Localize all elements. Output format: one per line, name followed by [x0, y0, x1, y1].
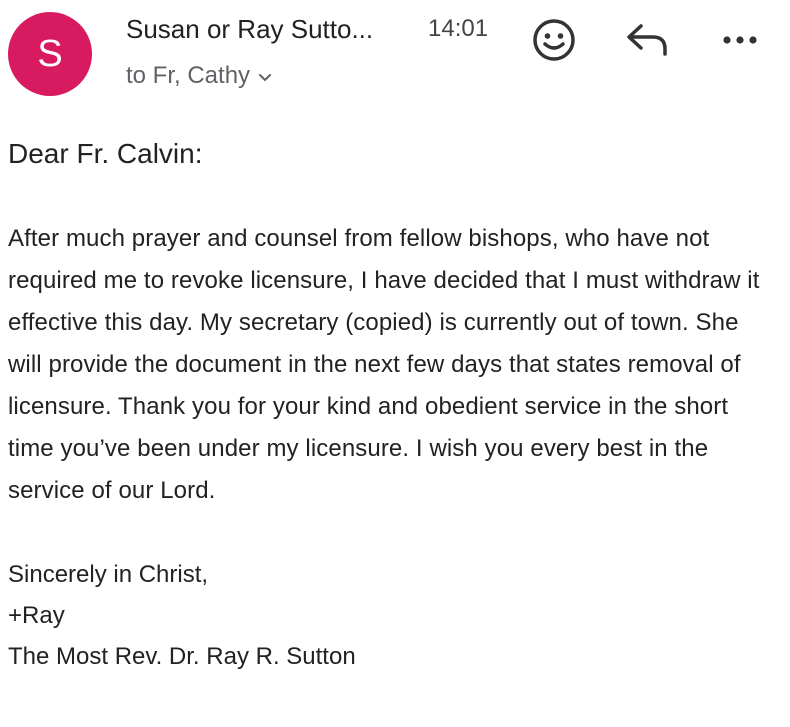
recipients-toggle[interactable] [126, 62, 272, 90]
recipients-label: to Fr, Cathy [126, 62, 251, 89]
chevron-down-icon [258, 62, 272, 90]
reply-button[interactable] [622, 18, 672, 62]
greeting: Dear Fr. Calvin: [8, 138, 203, 169]
add-reaction-button[interactable] [530, 16, 578, 64]
signature-title: The Most Rev. Dr. Ray R. Sutton [8, 643, 356, 670]
smiley-face-icon [531, 17, 577, 63]
reply-arrow-icon [623, 20, 671, 60]
signature-name: +Ray [8, 602, 65, 629]
more-options-button[interactable] [716, 20, 764, 60]
message-paragraph: After much prayer and counsel from fellow bishops, who have not required me to revoke licensure, I have decided that I must withdraw it effective this day. My secretary (copied) is currently out of town. She will provide the document in the next few days that states removal of licensure. Thank you for your kind and obedient service in the short time you’ve been under my licensure. I wish you every best in the service of our Lord. [8, 225, 760, 504]
message-body [8, 134, 778, 677]
message-time: 14:01 [428, 15, 489, 42]
signature-block [8, 554, 778, 677]
closing-line: Sincerely in Christ, [8, 561, 209, 588]
more-dots-icon [720, 34, 760, 46]
avatar-letter: S [37, 32, 63, 75]
sender-name: Susan or Ray Sutto... [126, 14, 374, 44]
avatar[interactable] [8, 12, 92, 96]
